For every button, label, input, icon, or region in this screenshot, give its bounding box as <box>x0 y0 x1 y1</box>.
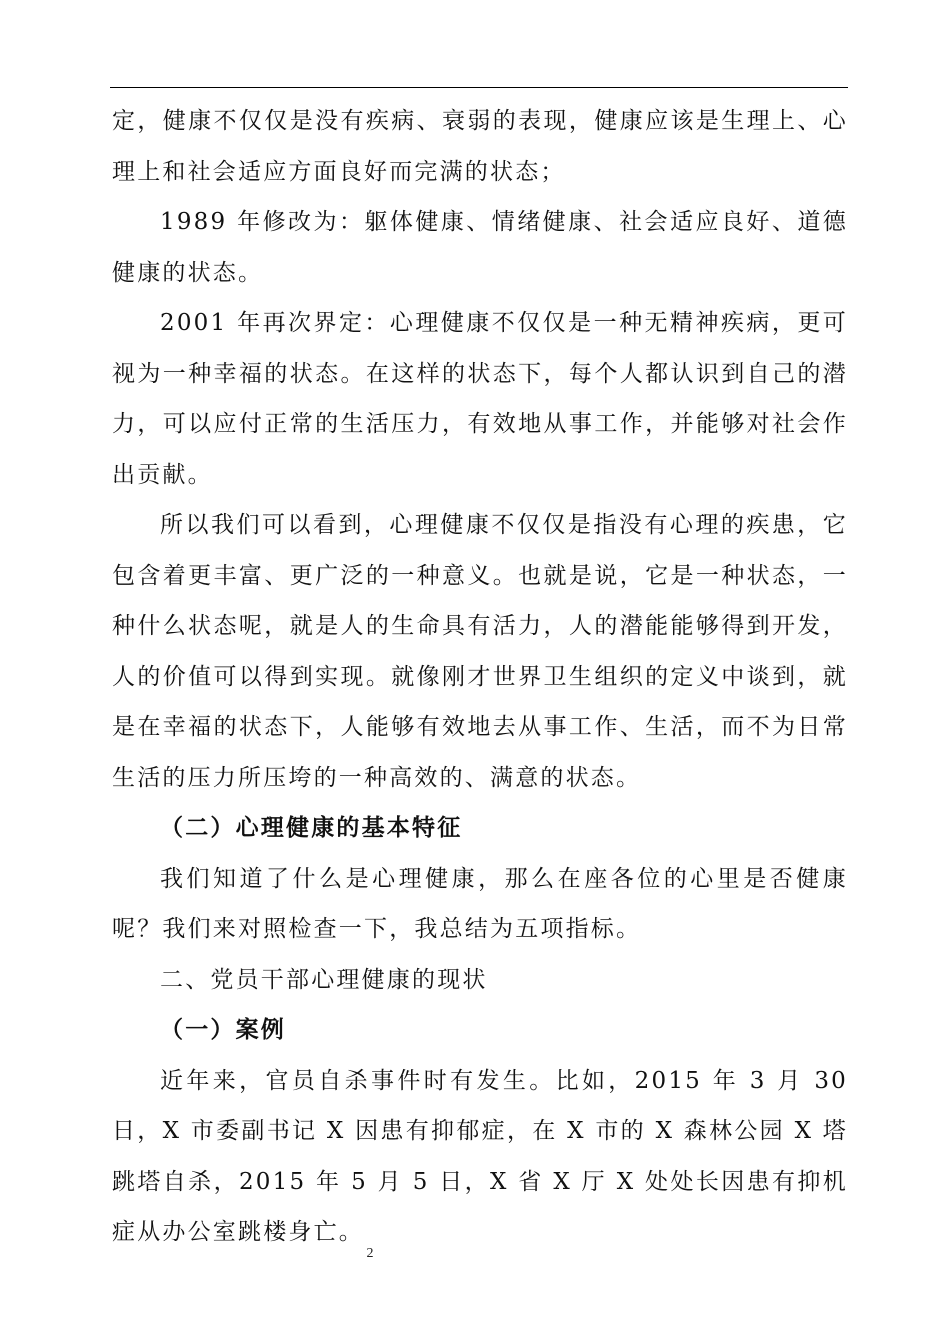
subheading-basic-features: （二）心理健康的基本特征 <box>160 815 463 841</box>
paragraph-five-indicators: 我们知道了什么是心理健康，那么在座各位的心里是否健康呢？我们来对照检查一下，我总结为五项指标。 <box>112 865 848 942</box>
paragraph-1989: 1989 年修改为：躯体健康、情绪健康、社会适应良好、道德健康的状态。 <box>112 209 848 286</box>
subheading-cases: （一）案例 <box>160 1017 286 1043</box>
paragraph-2001: 2001 年再次界定：心理健康不仅仅是一种无精神疾病，更可视为一种幸福的状态。在这样的状态下，每个人都认识到自己的潜力，可以应付正常的生活压力，有效地从事工作，并能够对社会作出贡献。 <box>112 310 848 488</box>
section-heading-current-status: 二、党员干部心理健康的现状 <box>160 966 488 993</box>
paragraph-continuation: 定，健康不仅仅是没有疾病、衰弱的表现，健康应该是生理上、心理上和社会适应方面良好而完满的状态； <box>112 108 848 185</box>
paragraph-cases: 近年来，官员自杀事件时有发生。比如，2015 年 3 月 30 日，X 市委副书记 X 因患有抑郁症，在 X 市的 X 森林公园 X 塔跳塔自杀，2015 年 5 月 5 日，X 省 X 厅 X 处处长因患有抑机症从办公室跳楼身亡。 <box>112 1067 848 1245</box>
page-body <box>112 96 848 1258</box>
page-number: 2 <box>366 1246 374 1261</box>
paragraph-summary: 所以我们可以看到，心理健康不仅仅是指没有心理的疾患，它包含着更丰富、更广泛的一种意义。也就是说，它是一种状态，一种什么状态呢，就是人的生命具有活力，人的潜能能够得到开发，人的价值可以得到实现。就像刚才世界卫生组织的定义中谈到，就是在幸福的状态下，人能够有效地去从事工作、生活，而不为日常生活的压力所压垮的一种高效的、满意的状态。 <box>112 512 848 791</box>
header-rule <box>110 87 848 88</box>
